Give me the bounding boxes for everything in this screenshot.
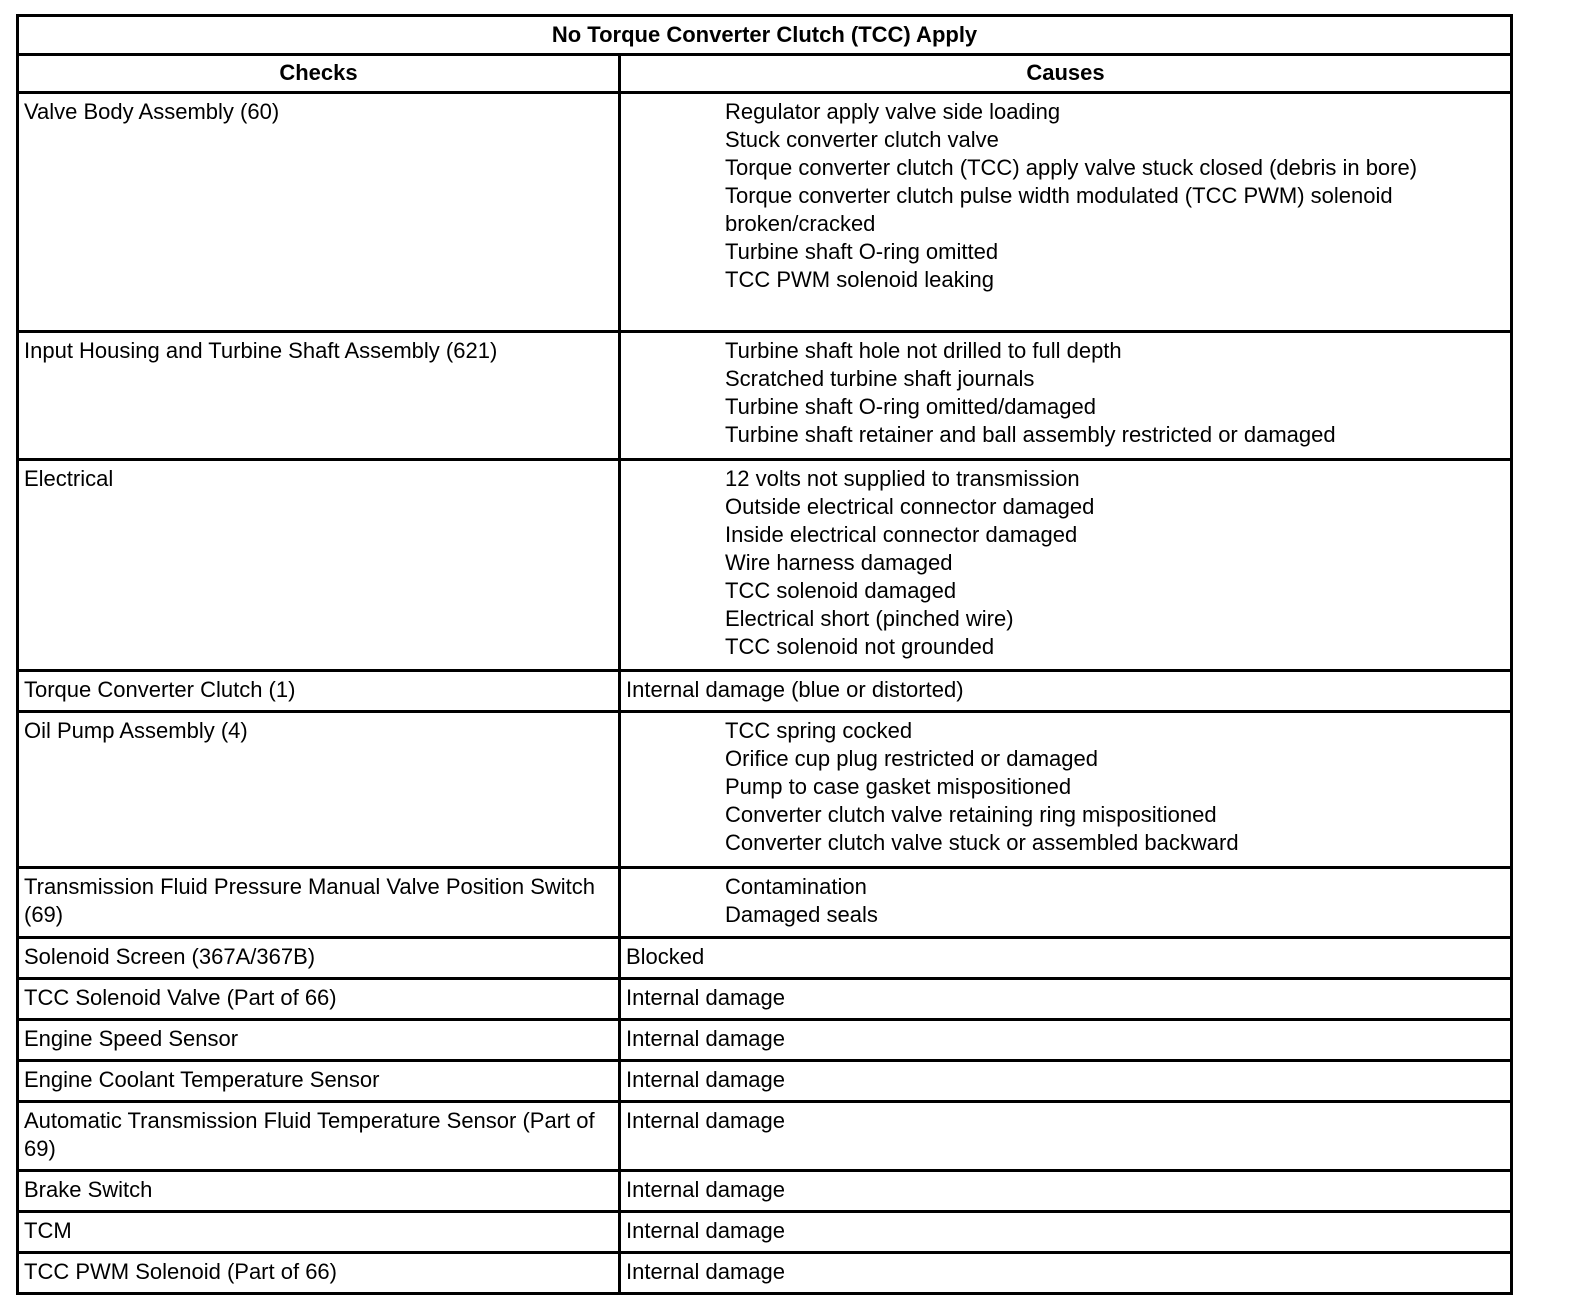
cause-list [626,873,1505,929]
cause-item: Contamination [725,874,867,899]
cause-cell: Internal damage [620,1212,1512,1253]
cause-cell: Internal damage [620,979,1512,1020]
table-row [18,712,1512,868]
cause-item: Inside electrical connector damaged [725,522,1078,547]
cause-cell: Internal damage [620,1061,1512,1102]
table-row [18,1061,1512,1102]
header-row [18,55,1512,93]
table-title: No Torque Converter Clutch (TCC) Apply [18,16,1512,55]
cause-item: Turbine shaft hole not drilled to full depth [725,338,1122,363]
cause-cell: Internal damage (blue or distorted) [620,671,1512,712]
cause-item: Converter clutch valve retaining ring mispositioned [725,802,1217,827]
cause-cell: Blocked [620,938,1512,979]
causes-cell [620,332,1512,460]
check-cell: Torque Converter Clutch (1) [18,671,620,712]
cause-item: Scratched turbine shaft journals [725,366,1035,391]
check-cell: Solenoid Screen (367A/367B) [18,938,620,979]
causes-cell [620,712,1512,868]
check-cell: Brake Switch [18,1171,620,1212]
table-row [18,868,1512,938]
cause-item: Electrical short (pinched wire) [725,606,1014,631]
table-row [18,460,1512,671]
check-cell: TCC Solenoid Valve (Part of 66) [18,979,620,1020]
cause-item: Stuck converter clutch valve [725,127,999,152]
diagnosis-table [16,14,1513,1295]
cause-item: Orifice cup plug restricted or damaged [725,746,1098,771]
cause-item: Wire harness damaged [725,550,953,575]
check-cell: Oil Pump Assembly (4) [18,712,620,868]
table-row [18,979,1512,1020]
cause-item: Turbine shaft retainer and ball assembly restricted or damaged [725,422,1336,447]
table-row [18,671,1512,712]
table-row [18,1212,1512,1253]
check-cell: TCC PWM Solenoid (Part of 66) [18,1253,620,1294]
cause-item: Regulator apply valve side loading [725,99,1061,124]
cause-item: Damaged seals [725,902,878,927]
table-row [18,1102,1512,1171]
checks-column-header: Checks [18,55,620,93]
cause-list [626,98,1505,294]
check-cell: Electrical [18,460,620,671]
cause-item: TCC solenoid not grounded [725,634,995,659]
check-cell: TCM [18,1212,620,1253]
check-cell: Valve Body Assembly (60) [18,93,620,332]
table-row [18,938,1512,979]
cause-cell: Internal damage [620,1020,1512,1061]
check-cell: Input Housing and Turbine Shaft Assembly (621) [18,332,620,460]
cause-item: 12 volts not supplied to transmission [725,466,1080,491]
cause-item: Turbine shaft O-ring omitted [725,239,999,264]
check-cell: Automatic Transmission Fluid Temperature Sensor (Part of 69) [18,1102,620,1171]
cause-item: TCC solenoid damaged [725,578,957,603]
cause-cell: Internal damage [620,1253,1512,1294]
cause-list [626,465,1505,661]
causes-cell [620,868,1512,938]
causes-cell [620,460,1512,671]
cause-list [626,717,1505,857]
table-row [18,1020,1512,1061]
check-cell: Engine Coolant Temperature Sensor [18,1061,620,1102]
title-row [18,16,1512,55]
cause-item: TCC spring cocked [725,718,913,743]
cause-item: Outside electrical connector damaged [725,494,1095,519]
cause-item: Turbine shaft O-ring omitted/damaged [725,394,1096,419]
causes-cell [620,93,1512,332]
cause-item: Torque converter clutch pulse width modulated (TCC PWM) solenoid broken/cracked [725,183,1393,236]
check-cell: Engine Speed Sensor [18,1020,620,1061]
cause-item: TCC PWM solenoid leaking [725,267,994,292]
check-cell: Transmission Fluid Pressure Manual Valve Position Switch (69) [18,868,620,938]
table-row [18,1171,1512,1212]
cause-cell: Internal damage [620,1102,1512,1171]
cause-list [626,337,1505,449]
table-row [18,1253,1512,1294]
cause-cell: Internal damage [620,1171,1512,1212]
causes-column-header: Causes [620,55,1512,93]
table-row [18,93,1512,332]
cause-item: Converter clutch valve stuck or assembled backward [725,830,1239,855]
table-row [18,332,1512,460]
cause-item: Pump to case gasket mispositioned [725,774,1072,799]
cause-item: Torque converter clutch (TCC) apply valve stuck closed (debris in bore) [725,155,1418,180]
